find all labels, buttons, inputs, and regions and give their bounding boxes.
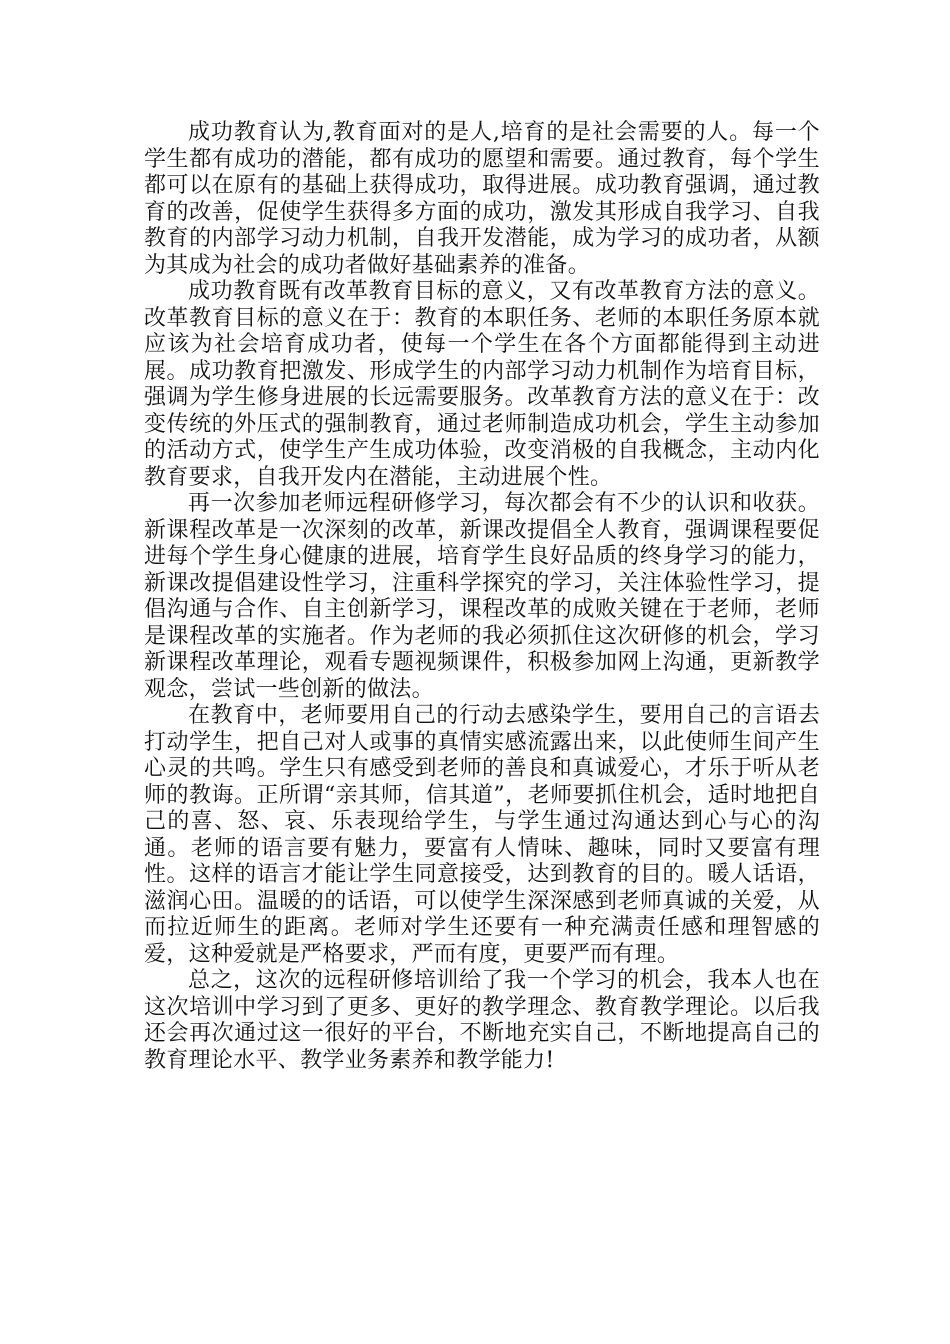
document-body	[144, 120, 820, 1074]
paragraph-1: 成功教育认为,教育面对的是人,培育的是社会需要的人。每一个学生都有成功的潜能，都有成功的愿望和需要。通过教育，每个学生都可以在原有的基础上获得成功，取得进展。成功教育强调，通过教育的改善，促使学生获得多方面的成功，激发其形成自我学习、自我教育的内部学习动力机制，自我开发潜能，成为学习的成功者，从额为其成为社会的成功者做好基础素养的准备。	[144, 120, 820, 278]
paragraph-3: 再一次参加老师远程研修学习，每次都会有不少的认识和收获。新课程改革是一次深刻的改革，新课改提倡全人教育，强调课程要促进每个学生身心健康的进展，培育学生良好品质的终身学习的能力，新课改提倡建设性学习，注重科学探究的学习，关注体验性学习，提倡沟通与合作、自主创新学习，课程改革的成败关键在于老师，老师是课程改革的实施者。作为老师的我必须抓住这次研修的机会，学习新课程改革理论，观看专题视频课件，积极参加网上沟通，更新教学观念，尝试一些创新的做法。	[144, 491, 820, 702]
paragraph-2: 成功教育既有改革教育目标的意义，又有改革教育方法的意义。改革教育目标的意义在于：教育的本职任务、老师的本职任务原本就应该为社会培育成功者，使每一个学生在各个方面都能得到主动进展。成功教育把激发、形成学生的内部学习动力机制作为培育目标，强调为学生修身进展的长远需要服务。改革教育方法的意义在于：改变传统的外压式的强制教育，通过老师制造成功机会，学生主动参加的活动方式，使学生产生成功体验，改变消极的自我概念，主动内化教育要求，自我开发内在潜能，主动进展个性。	[144, 279, 820, 490]
paragraph-4: 在教育中，老师要用自己的行动去感染学生，要用自己的言语去打动学生，把自己对人或事的真情实感流露出来，以此使师生间产生心灵的共鸣。学生只有感受到老师的善良和真诚爱心，才乐于听从老师的教诲。正所谓“亲其师，信其道”，老师要抓住机会，适时地把自己的喜、怒、哀、乐表现给学生，与学生通过沟通达到心与心的沟通。老师的语言要有魅力，要富有人情味、趣味，同时又要富有理性。这样的语言才能让学生同意接受，达到教育的目的。暖人话语，滋润心田。温暖的的话语，可以使学生深深感到老师真诚的关爱，从而拉近师生的距离。老师对学生还要有一种充满责任感和理智感的爱，这种爱就是严格要求，严而有度，更要严而有理。	[144, 703, 820, 967]
paragraph-5: 总之，这次的远程研修培训给了我一个学习的机会，我本人也在这次培训中学习到了更多、更好的教学理念、教育教学理论。以后我还会再次通过这一很好的平台，不断地充实自己，不断地提高自己的教育理论水平、教学业务素养和教学能力!	[144, 968, 820, 1073]
